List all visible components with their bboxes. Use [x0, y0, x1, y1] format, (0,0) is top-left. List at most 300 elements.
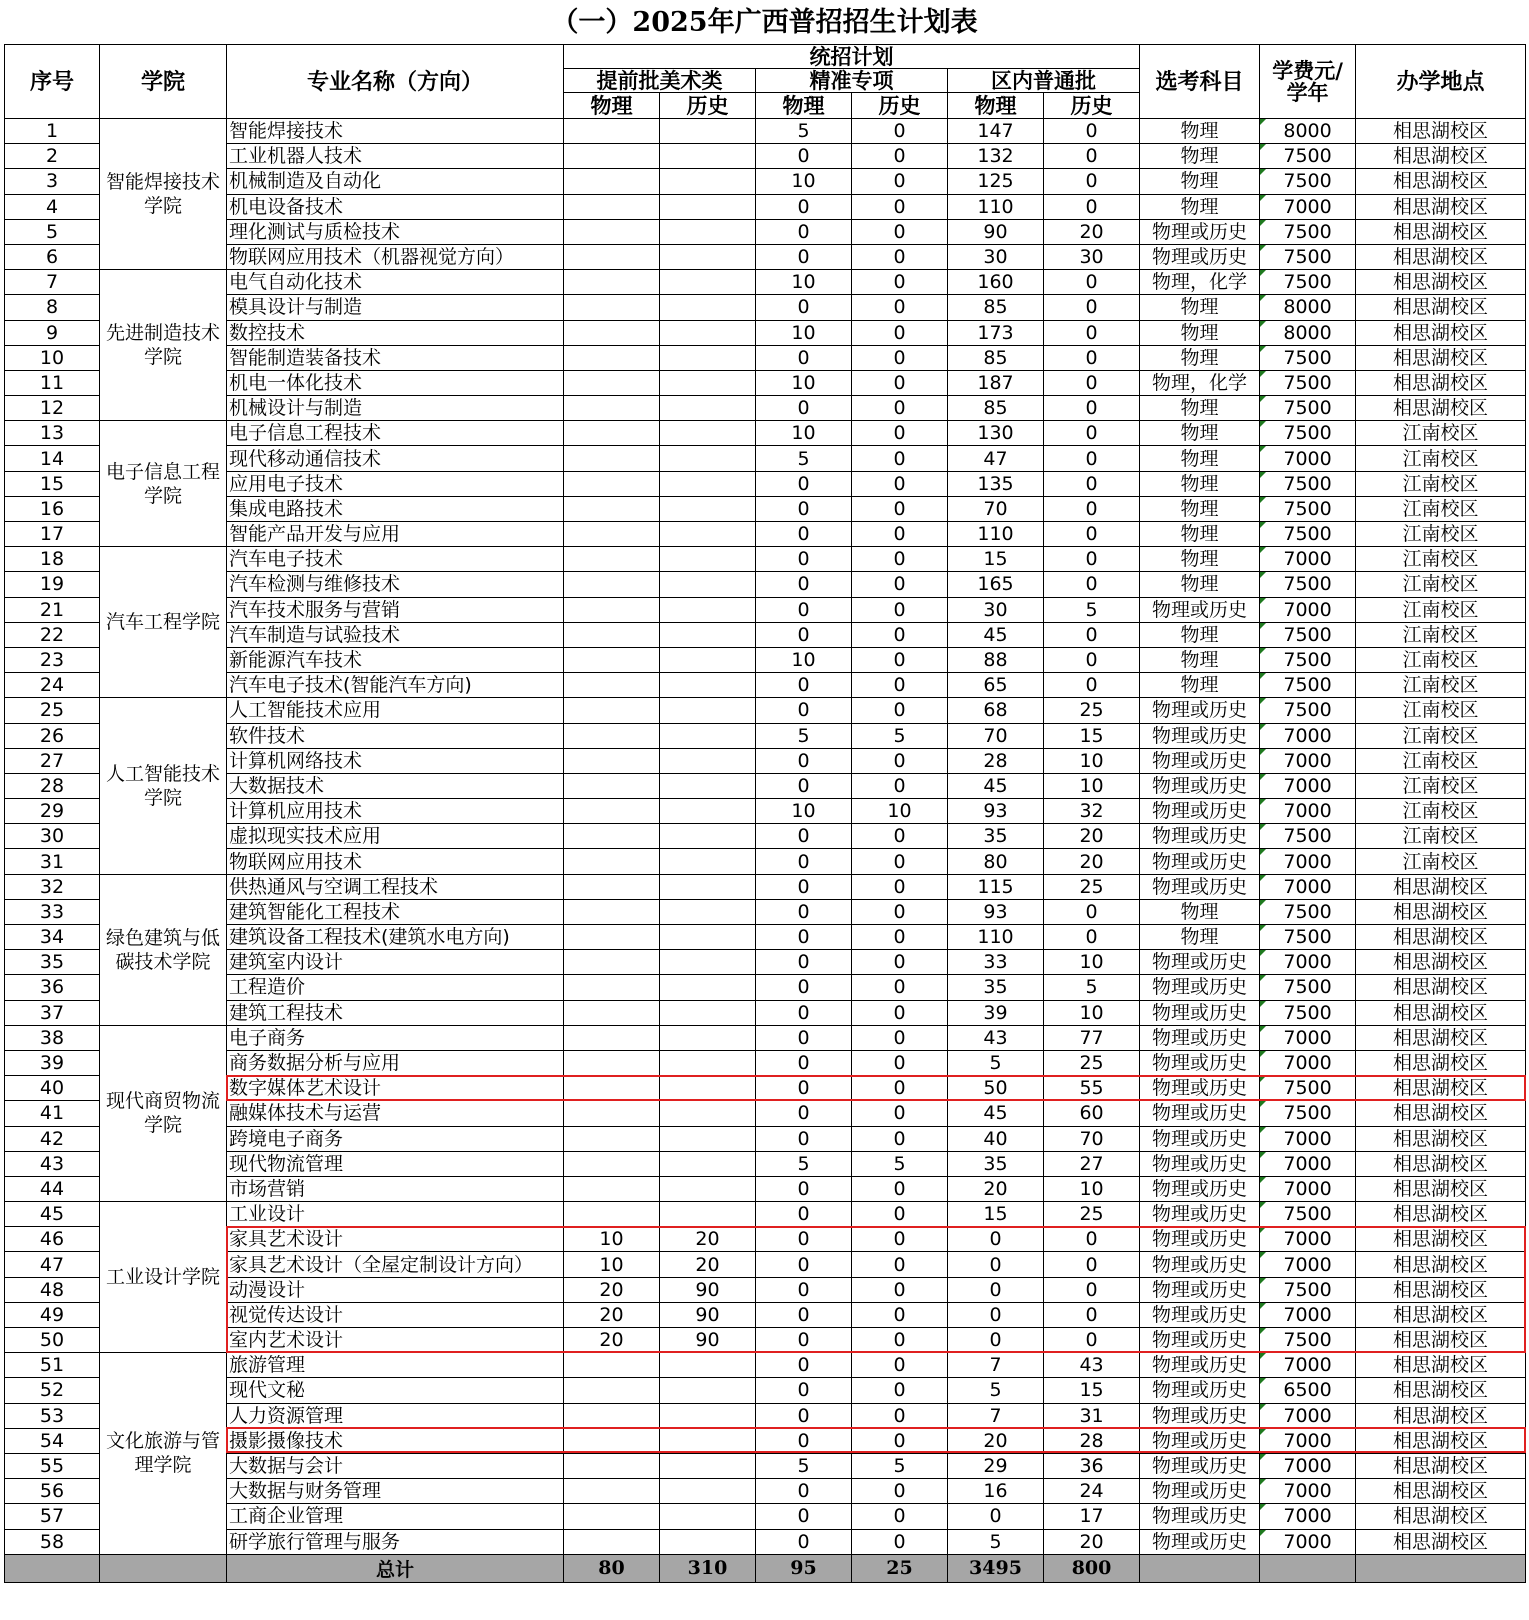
total-row: [5, 1554, 1526, 1582]
cell-precise-history: 0: [852, 1479, 948, 1504]
cell-fee: 7000: [1260, 1227, 1356, 1252]
cell-precise-physics: 0: [756, 1277, 852, 1302]
cell-art-physics: [564, 799, 660, 824]
cell-general-history: 10: [1044, 1000, 1140, 1025]
cell-general-history: 20: [1044, 849, 1140, 874]
cell-art-physics: [564, 421, 660, 446]
table-row: [5, 849, 1526, 874]
table-row: [5, 1151, 1526, 1176]
cell-general-physics: 0: [948, 1302, 1044, 1327]
cell-art-physics: 20: [564, 1302, 660, 1327]
cell-art-history: [660, 950, 756, 975]
cell-major: 大数据技术: [227, 773, 564, 798]
cell-precise-history: 5: [852, 723, 948, 748]
cell-precise-history: 0: [852, 849, 948, 874]
cell-general-physics: 93: [948, 899, 1044, 924]
cell-art-physics: [564, 849, 660, 874]
cell-seq: 12: [5, 396, 100, 421]
cell-campus: 江南校区: [1356, 622, 1526, 647]
cell-general-history: 0: [1044, 1227, 1140, 1252]
table-row: [5, 1378, 1526, 1403]
cell-seq: 28: [5, 773, 100, 798]
total-college: [100, 1554, 227, 1582]
table-row: [5, 1277, 1526, 1302]
cell-art-history: [660, 219, 756, 244]
cell-general-history: 5: [1044, 597, 1140, 622]
cell-subjects: 物理或历史: [1140, 1428, 1260, 1453]
cell-seq: 25: [5, 698, 100, 723]
cell-art-history: [660, 975, 756, 1000]
cell-art-history: [660, 370, 756, 395]
cell-general-physics: 115: [948, 874, 1044, 899]
cell-precise-history: 0: [852, 925, 948, 950]
cell-art-history: [660, 1479, 756, 1504]
header-general-history: 历史: [1044, 93, 1140, 119]
cell-art-physics: 20: [564, 1277, 660, 1302]
cell-campus: 相思湖校区: [1356, 194, 1526, 219]
cell-precise-history: 0: [852, 1504, 948, 1529]
cell-precise-physics: 5: [756, 1151, 852, 1176]
cell-general-history: 0: [1044, 119, 1140, 144]
table-row: [5, 899, 1526, 924]
cell-precise-history: 0: [852, 824, 948, 849]
cell-art-physics: [564, 1353, 660, 1378]
cell-subjects: 物理或历史: [1140, 1277, 1260, 1302]
cell-precise-history: 0: [852, 1328, 948, 1353]
cell-campus: 相思湖校区: [1356, 1378, 1526, 1403]
cell-fee: 7000: [1260, 194, 1356, 219]
cell-general-history: 15: [1044, 723, 1140, 748]
cell-subjects: 物理或历史: [1140, 1403, 1260, 1428]
cell-art-physics: [564, 1453, 660, 1478]
cell-art-history: 20: [660, 1227, 756, 1252]
cell-precise-history: 0: [852, 270, 948, 295]
cell-precise-physics: 0: [756, 1302, 852, 1327]
cell-subjects: 物理或历史: [1140, 1328, 1260, 1353]
cell-major: 摄影摄像技术: [227, 1428, 564, 1453]
cell-seq: 8: [5, 295, 100, 320]
cell-major: 大数据与会计: [227, 1453, 564, 1478]
cell-general-history: 25: [1044, 1202, 1140, 1227]
cell-fee: 7500: [1260, 1202, 1356, 1227]
cell-campus: 相思湖校区: [1356, 1277, 1526, 1302]
cell-major: 供热通风与空调工程技术: [227, 874, 564, 899]
cell-seq: 7: [5, 270, 100, 295]
cell-general-physics: 85: [948, 295, 1044, 320]
cell-general-physics: 93: [948, 799, 1044, 824]
cell-fee: 7500: [1260, 899, 1356, 924]
cell-seq: 46: [5, 1227, 100, 1252]
cell-general-physics: 88: [948, 647, 1044, 672]
header-plan: 统招计划: [564, 45, 1140, 69]
table-row: [5, 244, 1526, 269]
cell-subjects: 物理: [1140, 647, 1260, 672]
cell-fee: 7500: [1260, 622, 1356, 647]
table-row: [5, 572, 1526, 597]
cell-precise-physics: 0: [756, 1328, 852, 1353]
cell-fee: 7000: [1260, 1252, 1356, 1277]
total-art-history: 310: [660, 1554, 756, 1582]
cell-general-physics: 70: [948, 496, 1044, 521]
cell-precise-history: 0: [852, 446, 948, 471]
table-row: [5, 194, 1526, 219]
cell-seq: 17: [5, 522, 100, 547]
cell-precise-history: 0: [852, 144, 948, 169]
cell-major: 计算机应用技术: [227, 799, 564, 824]
cell-subjects: 物理或历史: [1140, 799, 1260, 824]
cell-general-physics: 39: [948, 1000, 1044, 1025]
cell-campus: 江南校区: [1356, 496, 1526, 521]
cell-fee: 8000: [1260, 119, 1356, 144]
cell-subjects: 物理: [1140, 396, 1260, 421]
cell-general-physics: 35: [948, 975, 1044, 1000]
cell-general-physics: 0: [948, 1277, 1044, 1302]
cell-major: 商务数据分析与应用: [227, 1050, 564, 1075]
cell-college: 现代商贸物流学院: [100, 1025, 227, 1201]
cell-college: 汽车工程学院: [100, 547, 227, 698]
cell-precise-physics: 0: [756, 849, 852, 874]
cell-fee: 7000: [1260, 1025, 1356, 1050]
cell-major: 市场营销: [227, 1176, 564, 1201]
cell-precise-history: 0: [852, 899, 948, 924]
cell-subjects: 物理或历史: [1140, 1378, 1260, 1403]
cell-art-physics: [564, 1202, 660, 1227]
table-row: [5, 622, 1526, 647]
cell-seq: 10: [5, 345, 100, 370]
cell-seq: 27: [5, 748, 100, 773]
cell-precise-physics: 0: [756, 622, 852, 647]
cell-general-history: 0: [1044, 496, 1140, 521]
cell-campus: 相思湖校区: [1356, 144, 1526, 169]
cell-art-physics: [564, 673, 660, 698]
cell-major: 建筑设备工程技术(建筑水电方向): [227, 925, 564, 950]
cell-art-physics: [564, 119, 660, 144]
cell-general-history: 0: [1044, 522, 1140, 547]
cell-precise-physics: 10: [756, 370, 852, 395]
cell-seq: 41: [5, 1101, 100, 1126]
table-row: [5, 673, 1526, 698]
cell-art-history: [660, 194, 756, 219]
cell-campus: 相思湖校区: [1356, 396, 1526, 421]
total-label: 总计: [227, 1554, 564, 1582]
cell-major: 虚拟现实技术应用: [227, 824, 564, 849]
cell-general-physics: 43: [948, 1025, 1044, 1050]
total-precise-history: 25: [852, 1554, 948, 1582]
cell-major: 工商企业管理: [227, 1504, 564, 1529]
cell-art-physics: [564, 320, 660, 345]
cell-fee: 7500: [1260, 1076, 1356, 1101]
cell-art-history: [660, 471, 756, 496]
cell-campus: 相思湖校区: [1356, 1428, 1526, 1453]
cell-art-physics: [564, 446, 660, 471]
cell-major: 物联网应用技术: [227, 849, 564, 874]
cell-fee: 7000: [1260, 723, 1356, 748]
cell-college: 电子信息工程学院: [100, 421, 227, 547]
cell-campus: 相思湖校区: [1356, 1025, 1526, 1050]
cell-fee: 7500: [1260, 522, 1356, 547]
cell-art-physics: [564, 496, 660, 521]
header-precise-history: 历史: [852, 93, 948, 119]
table-row: [5, 1479, 1526, 1504]
cell-art-history: [660, 874, 756, 899]
cell-subjects: 物理: [1140, 345, 1260, 370]
cell-general-history: 10: [1044, 748, 1140, 773]
cell-precise-history: 0: [852, 1076, 948, 1101]
table-row: [5, 799, 1526, 824]
cell-campus: 相思湖校区: [1356, 899, 1526, 924]
table-row: [5, 975, 1526, 1000]
cell-major: 室内艺术设计: [227, 1328, 564, 1353]
cell-seq: 13: [5, 421, 100, 446]
cell-fee: 7000: [1260, 597, 1356, 622]
header-campus: 办学地点: [1356, 45, 1526, 119]
cell-subjects: 物理或历史: [1140, 824, 1260, 849]
cell-art-physics: [564, 874, 660, 899]
cell-art-physics: [564, 1126, 660, 1151]
cell-general-history: 0: [1044, 1277, 1140, 1302]
cell-precise-history: 0: [852, 1227, 948, 1252]
cell-general-history: 5: [1044, 975, 1140, 1000]
cell-general-history: 0: [1044, 270, 1140, 295]
cell-subjects: 物理或历史: [1140, 1176, 1260, 1201]
cell-general-history: 0: [1044, 471, 1140, 496]
table-row: [5, 270, 1526, 295]
cell-fee: 7500: [1260, 496, 1356, 521]
table-row: [5, 874, 1526, 899]
cell-fee: 7000: [1260, 1453, 1356, 1478]
cell-precise-physics: 10: [756, 421, 852, 446]
cell-precise-history: 0: [852, 370, 948, 395]
cell-art-history: [660, 1378, 756, 1403]
cell-precise-physics: 0: [756, 496, 852, 521]
cell-seq: 19: [5, 572, 100, 597]
cell-precise-physics: 0: [756, 295, 852, 320]
cell-art-physics: [564, 547, 660, 572]
cell-seq: 56: [5, 1479, 100, 1504]
table-row: [5, 647, 1526, 672]
table-row: [5, 1302, 1526, 1327]
cell-precise-physics: 5: [756, 119, 852, 144]
cell-precise-physics: 0: [756, 1076, 852, 1101]
cell-precise-physics: 0: [756, 874, 852, 899]
table-row: [5, 698, 1526, 723]
cell-fee: 7000: [1260, 1529, 1356, 1554]
header-major: 专业名称（方向）: [227, 45, 564, 119]
cell-art-physics: [564, 1076, 660, 1101]
cell-general-history: 10: [1044, 950, 1140, 975]
cell-general-history: 0: [1044, 396, 1140, 421]
table-row: [5, 421, 1526, 446]
table-row: [5, 1428, 1526, 1453]
cell-subjects: 物理或历史: [1140, 723, 1260, 748]
cell-art-physics: [564, 723, 660, 748]
cell-fee: 7000: [1260, 773, 1356, 798]
cell-major: 机电设备技术: [227, 194, 564, 219]
cell-fee: 7000: [1260, 1428, 1356, 1453]
cell-precise-physics: 10: [756, 169, 852, 194]
cell-fee: 7500: [1260, 471, 1356, 496]
table-row: [5, 1101, 1526, 1126]
cell-art-physics: [564, 345, 660, 370]
cell-general-history: 0: [1044, 622, 1140, 647]
cell-campus: 江南校区: [1356, 723, 1526, 748]
cell-precise-physics: 0: [756, 1176, 852, 1201]
cell-major: 电子信息工程技术: [227, 421, 564, 446]
cell-campus: 相思湖校区: [1356, 1302, 1526, 1327]
cell-general-history: 17: [1044, 1504, 1140, 1529]
cell-subjects: 物理: [1140, 572, 1260, 597]
cell-precise-history: 0: [852, 345, 948, 370]
cell-general-physics: 0: [948, 1328, 1044, 1353]
header-seq: 序号: [5, 45, 100, 119]
cell-subjects: 物理或历史: [1140, 1302, 1260, 1327]
cell-fee: 7500: [1260, 673, 1356, 698]
cell-subjects: 物理或历史: [1140, 1101, 1260, 1126]
cell-precise-history: 0: [852, 1353, 948, 1378]
cell-general-history: 0: [1044, 1328, 1140, 1353]
table-row: [5, 471, 1526, 496]
cell-fee: 7500: [1260, 169, 1356, 194]
cell-precise-history: 0: [852, 773, 948, 798]
cell-major: 汽车电子技术(智能汽车方向): [227, 673, 564, 698]
cell-precise-history: 0: [852, 874, 948, 899]
cell-precise-physics: 0: [756, 1126, 852, 1151]
cell-art-history: [660, 925, 756, 950]
cell-seq: 45: [5, 1202, 100, 1227]
table-row: [5, 345, 1526, 370]
cell-subjects: 物理或历史: [1140, 773, 1260, 798]
cell-fee: 7500: [1260, 421, 1356, 446]
cell-art-physics: [564, 748, 660, 773]
header-general-physics: 物理: [948, 93, 1044, 119]
table-row: [5, 169, 1526, 194]
cell-seq: 4: [5, 194, 100, 219]
table-row: [5, 925, 1526, 950]
cell-art-physics: [564, 925, 660, 950]
cell-precise-history: 0: [852, 748, 948, 773]
table-row: [5, 1076, 1526, 1101]
cell-general-history: 43: [1044, 1353, 1140, 1378]
cell-major: 物联网应用技术（机器视觉方向）: [227, 244, 564, 269]
cell-seq: 23: [5, 647, 100, 672]
cell-general-physics: 20: [948, 1176, 1044, 1201]
cell-campus: 相思湖校区: [1356, 169, 1526, 194]
cell-major: 集成电路技术: [227, 496, 564, 521]
cell-precise-physics: 0: [756, 748, 852, 773]
cell-major: 软件技术: [227, 723, 564, 748]
table-row: [5, 496, 1526, 521]
cell-major: 建筑室内设计: [227, 950, 564, 975]
cell-subjects: 物理或历史: [1140, 1000, 1260, 1025]
cell-general-history: 27: [1044, 1151, 1140, 1176]
cell-general-physics: 40: [948, 1126, 1044, 1151]
cell-general-history: 10: [1044, 773, 1140, 798]
cell-art-physics: [564, 219, 660, 244]
cell-seq: 29: [5, 799, 100, 824]
cell-general-physics: 70: [948, 723, 1044, 748]
cell-major: 家具艺术设计（全屋定制设计方向）: [227, 1252, 564, 1277]
cell-general-physics: 68: [948, 698, 1044, 723]
cell-general-history: 32: [1044, 799, 1140, 824]
table-row: [5, 547, 1526, 572]
cell-art-history: [660, 1076, 756, 1101]
cell-fee: 7000: [1260, 748, 1356, 773]
cell-fee: 7000: [1260, 874, 1356, 899]
table-row: [5, 1227, 1526, 1252]
cell-subjects: 物理: [1140, 169, 1260, 194]
cell-campus: 江南校区: [1356, 572, 1526, 597]
cell-general-physics: 35: [948, 1151, 1044, 1176]
cell-general-physics: 35: [948, 824, 1044, 849]
cell-general-history: 25: [1044, 698, 1140, 723]
cell-precise-physics: 0: [756, 396, 852, 421]
cell-fee: 7500: [1260, 370, 1356, 395]
cell-fee: 7500: [1260, 396, 1356, 421]
cell-art-physics: [564, 1479, 660, 1504]
cell-campus: 相思湖校区: [1356, 1328, 1526, 1353]
cell-campus: 江南校区: [1356, 522, 1526, 547]
cell-fee: 8000: [1260, 295, 1356, 320]
cell-fee: 7500: [1260, 345, 1356, 370]
cell-precise-physics: 0: [756, 1227, 852, 1252]
cell-seq: 44: [5, 1176, 100, 1201]
cell-general-physics: 187: [948, 370, 1044, 395]
cell-precise-history: 0: [852, 547, 948, 572]
enrollment-plan-table: [4, 44, 1526, 1583]
cell-fee: 7000: [1260, 1302, 1356, 1327]
table-row: [5, 370, 1526, 395]
cell-subjects: 物理或历史: [1140, 748, 1260, 773]
cell-art-physics: [564, 1529, 660, 1554]
cell-precise-physics: 0: [756, 1529, 852, 1554]
cell-campus: 相思湖校区: [1356, 1479, 1526, 1504]
cell-fee: 7000: [1260, 1151, 1356, 1176]
cell-general-physics: 90: [948, 219, 1044, 244]
cell-art-physics: [564, 1504, 660, 1529]
cell-subjects: 物理或历史: [1140, 1252, 1260, 1277]
total-campus: [1356, 1554, 1526, 1582]
cell-art-history: [660, 572, 756, 597]
cell-art-history: [660, 1529, 756, 1554]
cell-precise-history: 0: [852, 1302, 948, 1327]
cell-subjects: 物理或历史: [1140, 849, 1260, 874]
cell-seq: 11: [5, 370, 100, 395]
cell-seq: 49: [5, 1302, 100, 1327]
cell-precise-physics: 0: [756, 219, 852, 244]
table-row: [5, 144, 1526, 169]
header-art: 提前批美术类: [564, 69, 756, 93]
cell-art-physics: [564, 1378, 660, 1403]
header-art-history: 历史: [660, 93, 756, 119]
cell-art-history: [660, 1101, 756, 1126]
cell-major: 人力资源管理: [227, 1403, 564, 1428]
cell-fee: 7500: [1260, 1101, 1356, 1126]
table-row: [5, 824, 1526, 849]
table-row: [5, 1126, 1526, 1151]
cell-major: 视觉传达设计: [227, 1302, 564, 1327]
cell-precise-history: 0: [852, 522, 948, 547]
cell-subjects: 物理: [1140, 119, 1260, 144]
cell-general-history: 0: [1044, 673, 1140, 698]
cell-subjects: 物理: [1140, 547, 1260, 572]
cell-seq: 14: [5, 446, 100, 471]
cell-fee: 7000: [1260, 1176, 1356, 1201]
cell-precise-history: 5: [852, 1453, 948, 1478]
cell-subjects: 物理: [1140, 144, 1260, 169]
cell-fee: 7500: [1260, 219, 1356, 244]
cell-general-physics: 15: [948, 547, 1044, 572]
cell-art-history: [660, 698, 756, 723]
